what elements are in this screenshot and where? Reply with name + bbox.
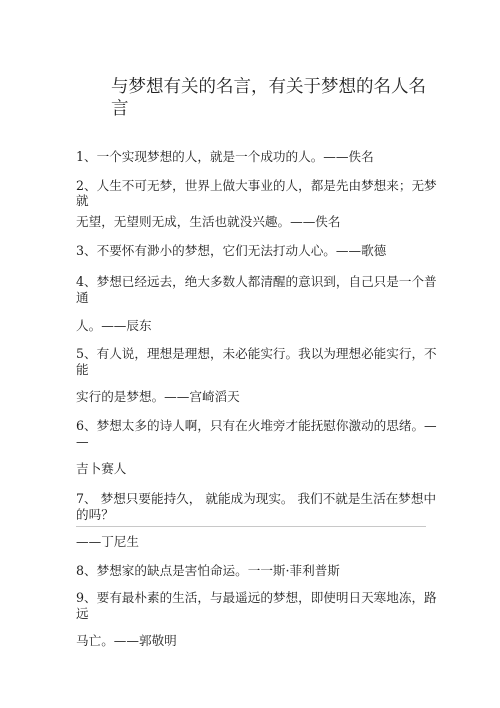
quote-line: 通 [76, 290, 89, 305]
quote-line: ——丁尼生 [76, 534, 139, 549]
quote-line: 5、有人说，理想是理想，未必能实行。我以为理想必能实行，不 [76, 346, 437, 361]
title-line-1: 与梦想有关的名言，有关于梦想的名人名 [111, 77, 426, 97]
quote-line: 7、 梦想只要能持久， 就能成为现实。 我们不就是生活在梦想中 [76, 491, 437, 506]
quote-line: — [76, 434, 89, 449]
quote-line: 无望，无望则无成，生活也就没兴趣。——佚名 [76, 214, 341, 229]
document-title [111, 76, 431, 120]
quote-line: 的吗？ [76, 507, 114, 522]
quote-line: 4、梦想已经远去，绝大多数人都清醒的意识到，自己只是一个普 [76, 274, 437, 289]
quote-line: 人。——辰东 [76, 318, 152, 333]
quote-line: 3、不要怀有渺小的梦想，它们无法打动人心。——歌德 [76, 243, 387, 258]
quote-line: 9、要有最朴素的生活，与最遥远的梦想，即使明日天寒地冻，路 [76, 590, 437, 605]
quote-line: 1、一个实现梦想的人，就是一个成功的人。——佚名 [76, 149, 374, 164]
separator-line [76, 526, 426, 527]
title-line-2: 言 [111, 99, 129, 119]
quote-line: 吉卜赛人 [76, 461, 127, 476]
quote-line: 6、梦想太多的诗人啊，只有在火堆旁才能抚慰你激动的思绪。— [76, 418, 437, 433]
quote-line: 实行的是梦想。——宫崎滔天 [76, 389, 240, 404]
quote-line: 能 [76, 362, 89, 377]
quote-line: 2、人生不可无梦，世界上做大事业的人，都是先由梦想来；无梦 [76, 178, 437, 193]
quote-line: 就 [76, 193, 89, 208]
quote-line: 远 [76, 606, 89, 621]
quote-line: 8、梦想家的缺点是害怕命运。一一斯·菲利普斯 [76, 563, 340, 578]
quote-line: 马亡。——郭敬明 [76, 633, 177, 648]
